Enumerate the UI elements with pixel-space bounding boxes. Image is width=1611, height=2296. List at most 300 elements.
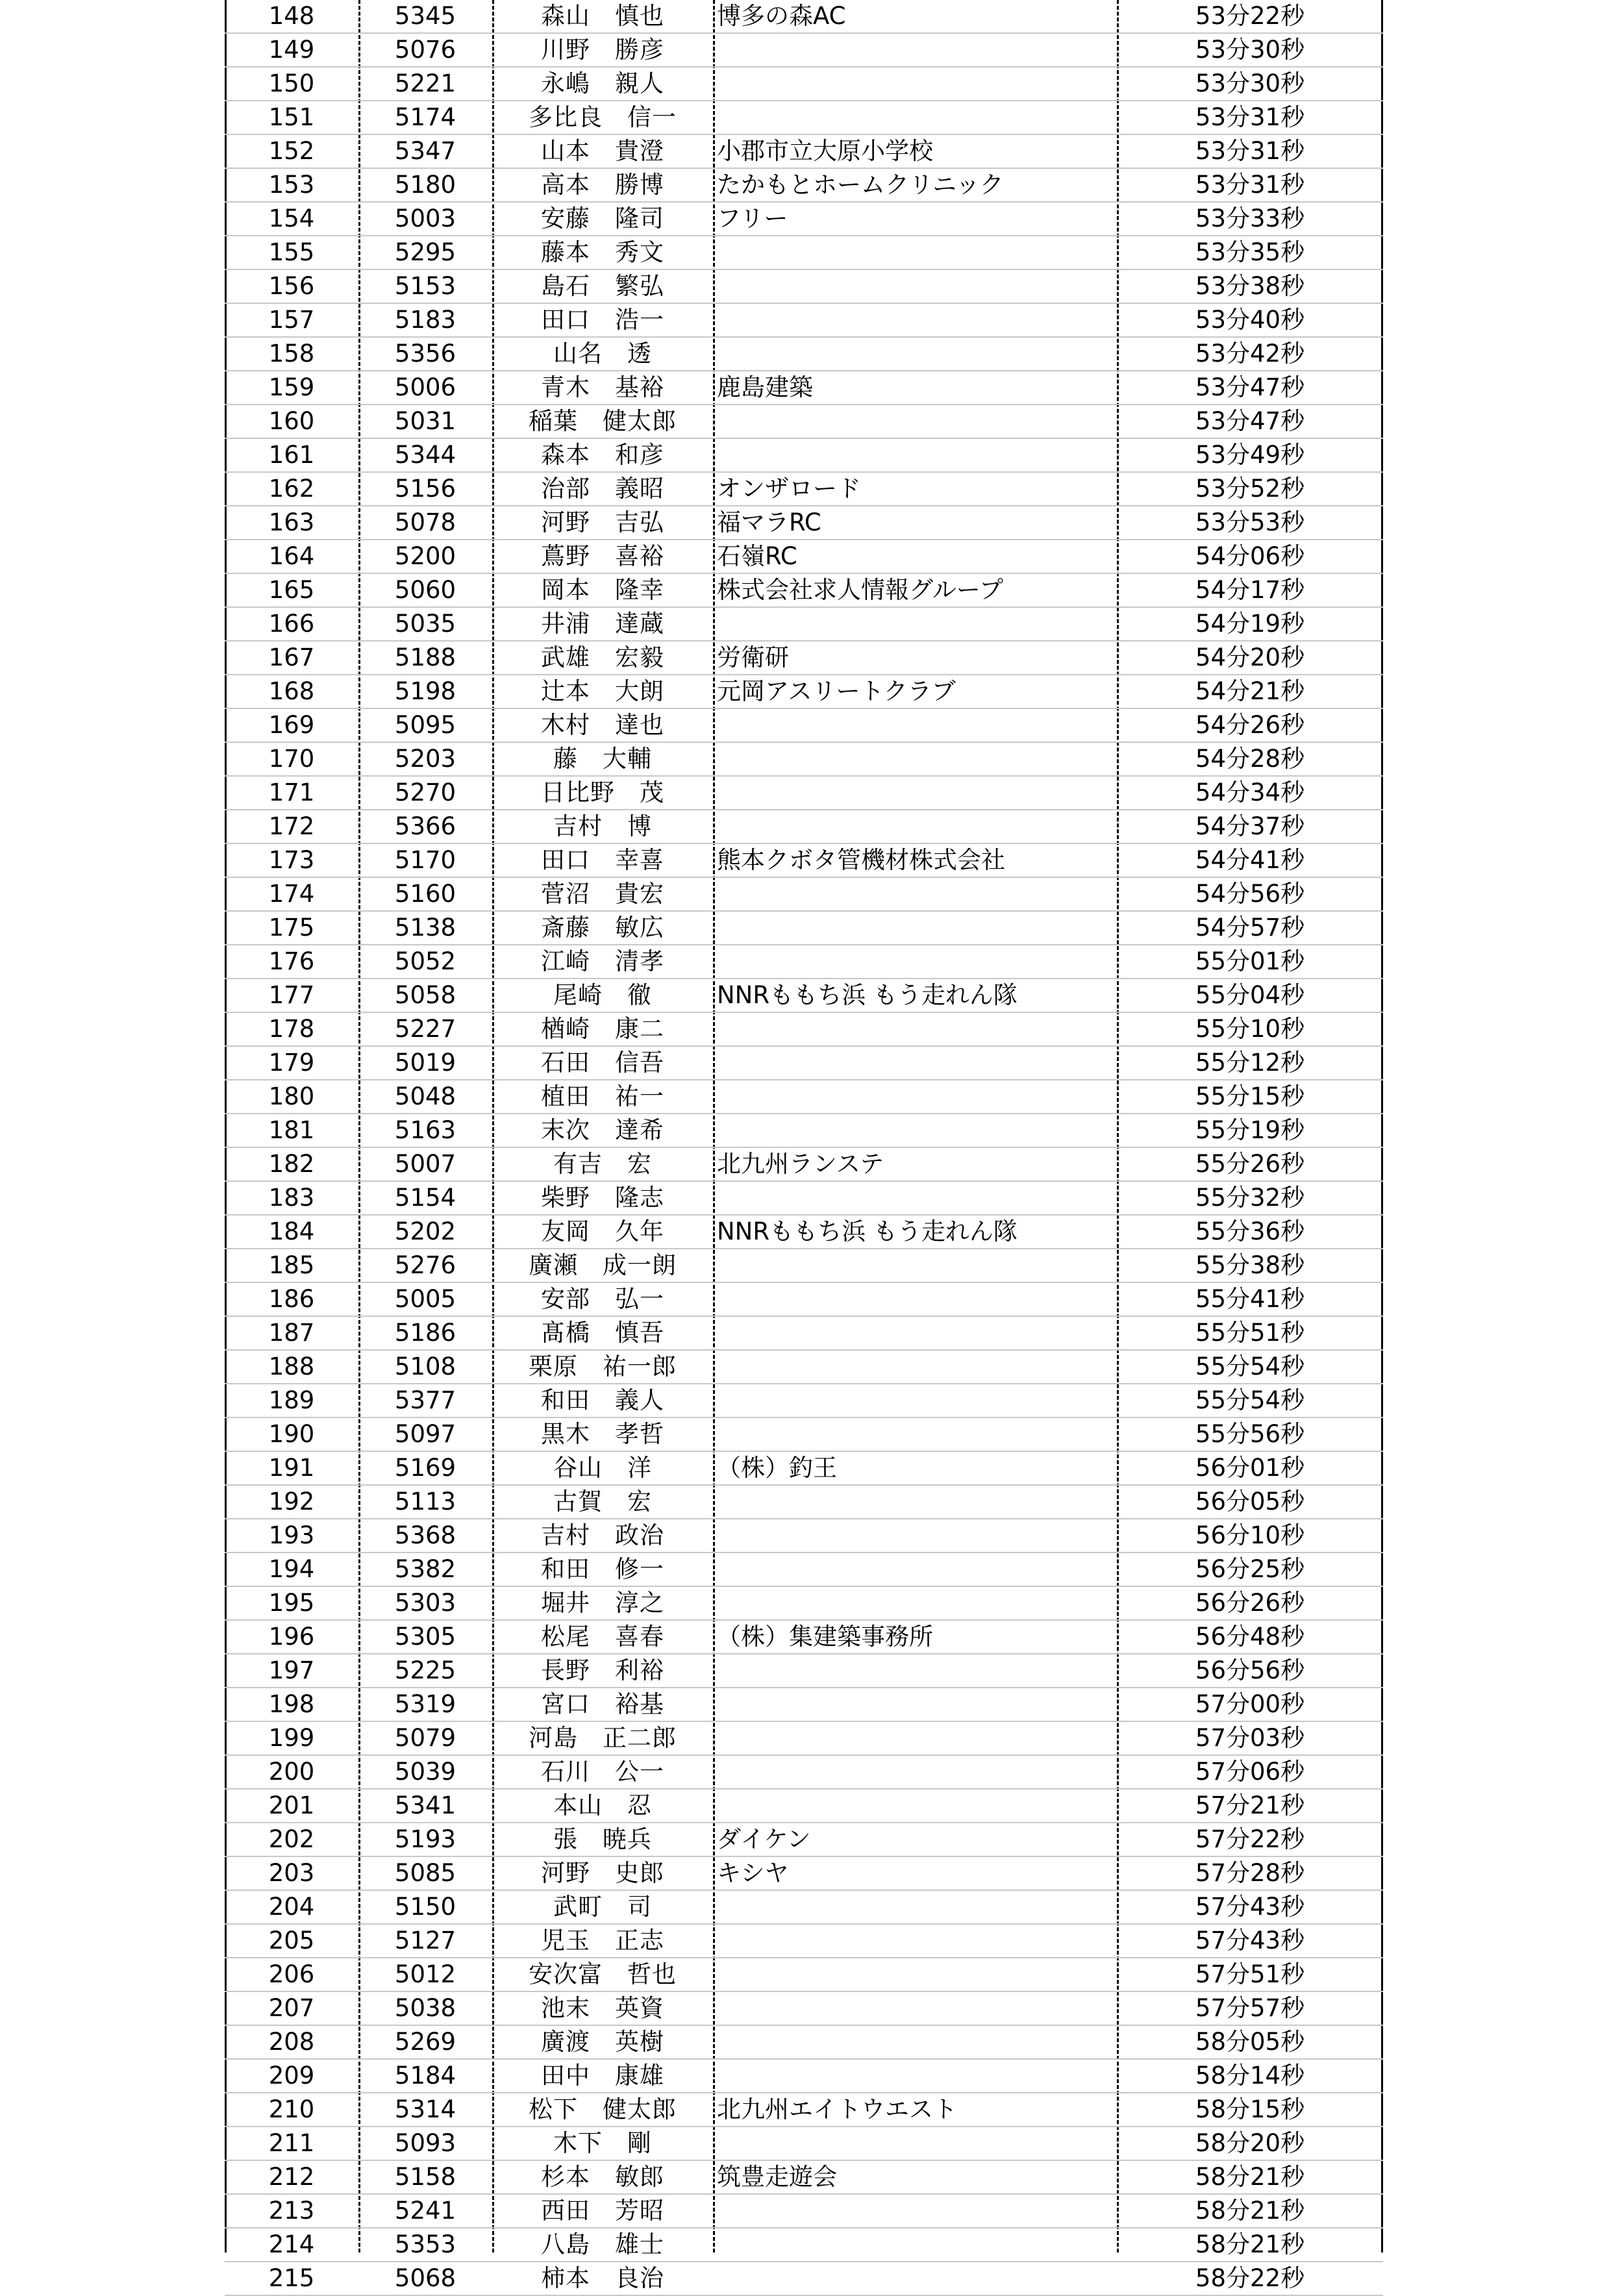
name-cell: 安藤 隆司 bbox=[492, 202, 713, 236]
name-cell: 島石 繁弘 bbox=[492, 269, 713, 303]
rank-cell: 206 bbox=[225, 1958, 358, 1991]
name-cell: 藤 大輔 bbox=[492, 742, 713, 776]
rank-cell: 192 bbox=[225, 1485, 358, 1519]
name-cell: 河野 吉弘 bbox=[492, 506, 713, 540]
bib-cell: 5188 bbox=[358, 641, 492, 675]
team-cell bbox=[713, 1991, 1117, 2025]
name-cell: 吉村 博 bbox=[492, 810, 713, 843]
table-row bbox=[225, 168, 1383, 202]
bib-cell: 5138 bbox=[358, 911, 492, 945]
table-row bbox=[225, 1856, 1383, 1890]
rank-cell: 199 bbox=[225, 1721, 358, 1755]
name-cell: 堀井 淳之 bbox=[492, 1586, 713, 1620]
name-cell: 末次 達希 bbox=[492, 1114, 713, 1147]
bib-cell: 5368 bbox=[358, 1519, 492, 1553]
rank-cell: 155 bbox=[225, 236, 358, 269]
team-cell: たかもとホームクリニック bbox=[713, 168, 1117, 202]
bib-cell: 5039 bbox=[358, 1755, 492, 1789]
time-cell: 58分22秒 bbox=[1117, 2262, 1383, 2295]
name-cell: 辻本 大朗 bbox=[492, 675, 713, 708]
rank-cell: 179 bbox=[225, 1046, 358, 1080]
time-cell: 58分21秒 bbox=[1117, 2194, 1383, 2228]
results-body bbox=[225, 0, 1383, 2295]
time-cell: 58分14秒 bbox=[1117, 2059, 1383, 2093]
table-row bbox=[225, 1384, 1383, 1417]
table-row bbox=[225, 1215, 1383, 1249]
table-row bbox=[225, 1553, 1383, 1586]
rank-cell: 200 bbox=[225, 1755, 358, 1789]
bib-cell: 5031 bbox=[358, 405, 492, 438]
rank-cell: 166 bbox=[225, 607, 358, 641]
rank-cell: 167 bbox=[225, 641, 358, 675]
rank-cell: 153 bbox=[225, 168, 358, 202]
rank-cell: 201 bbox=[225, 1789, 358, 1823]
team-cell bbox=[713, 1688, 1117, 1721]
rank-cell: 161 bbox=[225, 438, 358, 472]
rank-cell: 176 bbox=[225, 945, 358, 979]
table-row bbox=[225, 1991, 1383, 2025]
name-cell: 田中 康雄 bbox=[492, 2059, 713, 2093]
team-cell: 北九州エイトウエスト bbox=[713, 2093, 1117, 2127]
bib-cell: 5377 bbox=[358, 1384, 492, 1417]
rank-cell: 214 bbox=[225, 2228, 358, 2262]
team-cell: NNRももち浜 もう走れん隊 bbox=[713, 979, 1117, 1012]
rank-cell: 174 bbox=[225, 877, 358, 911]
team-cell bbox=[713, 1417, 1117, 1451]
team-cell: 博多の森AC bbox=[713, 0, 1117, 33]
rank-cell: 148 bbox=[225, 0, 358, 33]
time-cell: 55分54秒 bbox=[1117, 1350, 1383, 1384]
time-cell: 57分28秒 bbox=[1117, 1856, 1383, 1890]
bib-cell: 5170 bbox=[358, 843, 492, 877]
bib-cell: 5169 bbox=[358, 1451, 492, 1485]
team-cell: 北九州ランステ bbox=[713, 1147, 1117, 1181]
team-cell bbox=[713, 776, 1117, 810]
time-cell: 55分10秒 bbox=[1117, 1012, 1383, 1046]
bib-cell: 5158 bbox=[358, 2160, 492, 2194]
name-cell: 蔦野 喜裕 bbox=[492, 540, 713, 573]
time-cell: 55分41秒 bbox=[1117, 1282, 1383, 1316]
table-row bbox=[225, 0, 1383, 33]
time-cell: 57分06秒 bbox=[1117, 1755, 1383, 1789]
table-row bbox=[225, 1654, 1383, 1688]
table-row bbox=[225, 202, 1383, 236]
rank-cell: 189 bbox=[225, 1384, 358, 1417]
table-row bbox=[225, 1721, 1383, 1755]
time-cell: 55分54秒 bbox=[1117, 1384, 1383, 1417]
time-cell: 56分26秒 bbox=[1117, 1586, 1383, 1620]
table-row bbox=[225, 1958, 1383, 1991]
time-cell: 55分32秒 bbox=[1117, 1181, 1383, 1215]
team-cell bbox=[713, 1384, 1117, 1417]
bib-cell: 5366 bbox=[358, 810, 492, 843]
rank-cell: 195 bbox=[225, 1586, 358, 1620]
rank-cell: 210 bbox=[225, 2093, 358, 2127]
table-row bbox=[225, 675, 1383, 708]
time-cell: 55分51秒 bbox=[1117, 1316, 1383, 1350]
bib-cell: 5012 bbox=[358, 1958, 492, 1991]
name-cell: 本山 忍 bbox=[492, 1789, 713, 1823]
table-row bbox=[225, 1114, 1383, 1147]
name-cell: 張 暁兵 bbox=[492, 1823, 713, 1856]
time-cell: 54分17秒 bbox=[1117, 573, 1383, 607]
time-cell: 57分43秒 bbox=[1117, 1890, 1383, 1924]
name-cell: 廣瀬 成一朗 bbox=[492, 1249, 713, 1282]
rank-cell: 151 bbox=[225, 101, 358, 134]
bib-cell: 5225 bbox=[358, 1654, 492, 1688]
table-row bbox=[225, 2262, 1383, 2295]
bib-cell: 5174 bbox=[358, 101, 492, 134]
name-cell: 廣渡 英樹 bbox=[492, 2025, 713, 2059]
time-cell: 57分51秒 bbox=[1117, 1958, 1383, 1991]
time-cell: 54分56秒 bbox=[1117, 877, 1383, 911]
team-cell bbox=[713, 1350, 1117, 1384]
bib-cell: 5085 bbox=[358, 1856, 492, 1890]
team-cell: 元岡アスリートクラブ bbox=[713, 675, 1117, 708]
table-row bbox=[225, 101, 1383, 134]
name-cell: 井浦 達蔵 bbox=[492, 607, 713, 641]
name-cell: 木下 剛 bbox=[492, 2127, 713, 2160]
time-cell: 57分03秒 bbox=[1117, 1721, 1383, 1755]
table-row bbox=[225, 945, 1383, 979]
rank-cell: 203 bbox=[225, 1856, 358, 1890]
team-cell bbox=[713, 1249, 1117, 1282]
team-cell bbox=[713, 1080, 1117, 1114]
time-cell: 54分06秒 bbox=[1117, 540, 1383, 573]
rank-cell: 172 bbox=[225, 810, 358, 843]
rank-cell: 171 bbox=[225, 776, 358, 810]
bib-cell: 5295 bbox=[358, 236, 492, 269]
name-cell: 有吉 宏 bbox=[492, 1147, 713, 1181]
bib-cell: 5305 bbox=[358, 1620, 492, 1654]
time-cell: 53分30秒 bbox=[1117, 67, 1383, 101]
bib-cell: 5060 bbox=[358, 573, 492, 607]
table-row bbox=[225, 67, 1383, 101]
rank-cell: 149 bbox=[225, 33, 358, 67]
time-cell: 55分01秒 bbox=[1117, 945, 1383, 979]
bib-cell: 5163 bbox=[358, 1114, 492, 1147]
name-cell: 植田 祐一 bbox=[492, 1080, 713, 1114]
team-cell: フリー bbox=[713, 202, 1117, 236]
team-cell bbox=[713, 269, 1117, 303]
rank-cell: 164 bbox=[225, 540, 358, 573]
bib-cell: 5150 bbox=[358, 1890, 492, 1924]
bib-cell: 5221 bbox=[358, 67, 492, 101]
name-cell: 多比良 信一 bbox=[492, 101, 713, 134]
bib-cell: 5202 bbox=[358, 1215, 492, 1249]
rank-cell: 183 bbox=[225, 1181, 358, 1215]
team-cell bbox=[713, 1519, 1117, 1553]
time-cell: 53分35秒 bbox=[1117, 236, 1383, 269]
time-cell: 55分12秒 bbox=[1117, 1046, 1383, 1080]
team-cell: 筑豊走遊会 bbox=[713, 2160, 1117, 2194]
name-cell: 稲葉 健太郎 bbox=[492, 405, 713, 438]
rank-cell: 194 bbox=[225, 1553, 358, 1586]
table-row bbox=[225, 438, 1383, 472]
bib-cell: 5019 bbox=[358, 1046, 492, 1080]
name-cell: 楢崎 康二 bbox=[492, 1012, 713, 1046]
bib-cell: 5356 bbox=[358, 337, 492, 371]
team-cell bbox=[713, 1046, 1117, 1080]
team-cell bbox=[713, 1890, 1117, 1924]
rank-cell: 204 bbox=[225, 1890, 358, 1924]
name-cell: 菅沼 貴宏 bbox=[492, 877, 713, 911]
rank-cell: 184 bbox=[225, 1215, 358, 1249]
team-cell: ダイケン bbox=[713, 1823, 1117, 1856]
name-cell: 石田 信吾 bbox=[492, 1046, 713, 1080]
team-cell bbox=[713, 2025, 1117, 2059]
bib-cell: 5382 bbox=[358, 1553, 492, 1586]
rank-cell: 202 bbox=[225, 1823, 358, 1856]
rank-cell: 180 bbox=[225, 1080, 358, 1114]
bib-cell: 5341 bbox=[358, 1789, 492, 1823]
bib-cell: 5347 bbox=[358, 134, 492, 168]
bib-cell: 5269 bbox=[358, 2025, 492, 2059]
time-cell: 53分33秒 bbox=[1117, 202, 1383, 236]
time-cell: 56分10秒 bbox=[1117, 1519, 1383, 1553]
bib-cell: 5079 bbox=[358, 1721, 492, 1755]
team-cell bbox=[713, 1654, 1117, 1688]
name-cell: 岡本 隆幸 bbox=[492, 573, 713, 607]
table-row bbox=[225, 742, 1383, 776]
time-cell: 54分21秒 bbox=[1117, 675, 1383, 708]
table-row bbox=[225, 1316, 1383, 1350]
rank-cell: 156 bbox=[225, 269, 358, 303]
rank-cell: 159 bbox=[225, 371, 358, 405]
bib-cell: 5048 bbox=[358, 1080, 492, 1114]
name-cell: 山本 貴澄 bbox=[492, 134, 713, 168]
name-cell: 松尾 喜春 bbox=[492, 1620, 713, 1654]
table-row bbox=[225, 2059, 1383, 2093]
rank-cell: 196 bbox=[225, 1620, 358, 1654]
bib-cell: 5052 bbox=[358, 945, 492, 979]
name-cell: 友岡 久年 bbox=[492, 1215, 713, 1249]
team-cell bbox=[713, 2262, 1117, 2295]
name-cell: 森山 慎也 bbox=[492, 0, 713, 33]
time-cell: 55分36秒 bbox=[1117, 1215, 1383, 1249]
time-cell: 53分31秒 bbox=[1117, 168, 1383, 202]
rank-cell: 169 bbox=[225, 708, 358, 742]
name-cell: 田口 幸喜 bbox=[492, 843, 713, 877]
time-cell: 53分30秒 bbox=[1117, 33, 1383, 67]
table-row bbox=[225, 2194, 1383, 2228]
team-cell bbox=[713, 1789, 1117, 1823]
team-cell: NNRももち浜 もう走れん隊 bbox=[713, 1215, 1117, 1249]
time-cell: 54分20秒 bbox=[1117, 641, 1383, 675]
name-cell: 古賀 宏 bbox=[492, 1485, 713, 1519]
name-cell: 杉本 敏郎 bbox=[492, 2160, 713, 2194]
name-cell: 八島 雄士 bbox=[492, 2228, 713, 2262]
name-cell: 宮口 裕基 bbox=[492, 1688, 713, 1721]
name-cell: 武町 司 bbox=[492, 1890, 713, 1924]
bib-cell: 5183 bbox=[358, 303, 492, 337]
time-cell: 55分19秒 bbox=[1117, 1114, 1383, 1147]
table-row bbox=[225, 1688, 1383, 1721]
table-row bbox=[225, 1080, 1383, 1114]
time-cell: 54分26秒 bbox=[1117, 708, 1383, 742]
team-cell: （株）集建築事務所 bbox=[713, 1620, 1117, 1654]
team-cell bbox=[713, 101, 1117, 134]
table-row bbox=[225, 776, 1383, 810]
name-cell: 髙橋 慎吾 bbox=[492, 1316, 713, 1350]
table-row bbox=[225, 236, 1383, 269]
team-cell bbox=[713, 1114, 1117, 1147]
rank-cell: 211 bbox=[225, 2127, 358, 2160]
bib-cell: 5108 bbox=[358, 1350, 492, 1384]
rank-cell: 185 bbox=[225, 1249, 358, 1282]
name-cell: 河野 史郎 bbox=[492, 1856, 713, 1890]
table-row bbox=[225, 134, 1383, 168]
bib-cell: 5006 bbox=[358, 371, 492, 405]
name-cell: 日比野 茂 bbox=[492, 776, 713, 810]
name-cell: 斎藤 敏広 bbox=[492, 911, 713, 945]
table-row bbox=[225, 979, 1383, 1012]
name-cell: 和田 義人 bbox=[492, 1384, 713, 1417]
team-cell: 株式会社求人情報グループ bbox=[713, 573, 1117, 607]
rank-cell: 182 bbox=[225, 1147, 358, 1181]
table-row bbox=[225, 1620, 1383, 1654]
rank-cell: 213 bbox=[225, 2194, 358, 2228]
table-row bbox=[225, 1012, 1383, 1046]
rank-cell: 198 bbox=[225, 1688, 358, 1721]
team-cell bbox=[713, 1755, 1117, 1789]
bib-cell: 5203 bbox=[358, 742, 492, 776]
name-cell: 高本 勝博 bbox=[492, 168, 713, 202]
team-cell bbox=[713, 2194, 1117, 2228]
rank-cell: 190 bbox=[225, 1417, 358, 1451]
bib-cell: 5076 bbox=[358, 33, 492, 67]
table-row bbox=[225, 472, 1383, 506]
team-cell: （株）釣王 bbox=[713, 1451, 1117, 1485]
time-cell: 58分20秒 bbox=[1117, 2127, 1383, 2160]
rank-cell: 160 bbox=[225, 405, 358, 438]
team-cell bbox=[713, 1316, 1117, 1350]
time-cell: 57分57秒 bbox=[1117, 1991, 1383, 2025]
time-cell: 57分00秒 bbox=[1117, 1688, 1383, 1721]
rank-cell: 188 bbox=[225, 1350, 358, 1384]
name-cell: 青木 基裕 bbox=[492, 371, 713, 405]
time-cell: 55分56秒 bbox=[1117, 1417, 1383, 1451]
table-row bbox=[225, 911, 1383, 945]
bib-cell: 5127 bbox=[358, 1924, 492, 1958]
table-row bbox=[225, 810, 1383, 843]
time-cell: 54分37秒 bbox=[1117, 810, 1383, 843]
time-cell: 54分57秒 bbox=[1117, 911, 1383, 945]
bib-cell: 5095 bbox=[358, 708, 492, 742]
team-cell: 石嶺RC bbox=[713, 540, 1117, 573]
team-cell bbox=[713, 337, 1117, 371]
table-row bbox=[225, 405, 1383, 438]
time-cell: 54分41秒 bbox=[1117, 843, 1383, 877]
time-cell: 53分47秒 bbox=[1117, 405, 1383, 438]
bib-cell: 5068 bbox=[358, 2262, 492, 2295]
rank-cell: 205 bbox=[225, 1924, 358, 1958]
rank-cell: 212 bbox=[225, 2160, 358, 2194]
name-cell: 和田 修一 bbox=[492, 1553, 713, 1586]
team-cell: オンザロード bbox=[713, 472, 1117, 506]
name-cell: 池末 英資 bbox=[492, 1991, 713, 2025]
name-cell: 武雄 宏毅 bbox=[492, 641, 713, 675]
name-cell: 森本 和彦 bbox=[492, 438, 713, 472]
time-cell: 53分47秒 bbox=[1117, 371, 1383, 405]
bib-cell: 5184 bbox=[358, 2059, 492, 2093]
team-cell bbox=[713, 236, 1117, 269]
bib-cell: 5160 bbox=[358, 877, 492, 911]
time-cell: 58分21秒 bbox=[1117, 2228, 1383, 2262]
table-row bbox=[225, 1181, 1383, 1215]
time-cell: 53分40秒 bbox=[1117, 303, 1383, 337]
team-cell bbox=[713, 1012, 1117, 1046]
time-cell: 53分52秒 bbox=[1117, 472, 1383, 506]
name-cell: 児玉 正志 bbox=[492, 1924, 713, 1958]
time-cell: 53分49秒 bbox=[1117, 438, 1383, 472]
table-row bbox=[225, 843, 1383, 877]
bib-cell: 5078 bbox=[358, 506, 492, 540]
table-row bbox=[225, 371, 1383, 405]
rank-cell: 163 bbox=[225, 506, 358, 540]
time-cell: 53分53秒 bbox=[1117, 506, 1383, 540]
name-cell: 柴野 隆志 bbox=[492, 1181, 713, 1215]
name-cell: 長野 利裕 bbox=[492, 1654, 713, 1688]
team-cell bbox=[713, 2059, 1117, 2093]
name-cell: 吉村 政治 bbox=[492, 1519, 713, 1553]
rank-cell: 177 bbox=[225, 979, 358, 1012]
team-cell bbox=[713, 742, 1117, 776]
table-row bbox=[225, 877, 1383, 911]
bib-cell: 5097 bbox=[358, 1417, 492, 1451]
table-row bbox=[225, 269, 1383, 303]
table-row bbox=[225, 1586, 1383, 1620]
results-sheet bbox=[225, 0, 1383, 2296]
bib-cell: 5005 bbox=[358, 1282, 492, 1316]
bib-cell: 5353 bbox=[358, 2228, 492, 2262]
name-cell: 山名 透 bbox=[492, 337, 713, 371]
bib-cell: 5198 bbox=[358, 675, 492, 708]
team-cell bbox=[713, 911, 1117, 945]
name-cell: 藤本 秀文 bbox=[492, 236, 713, 269]
time-cell: 56分25秒 bbox=[1117, 1553, 1383, 1586]
time-cell: 55分15秒 bbox=[1117, 1080, 1383, 1114]
results-table bbox=[225, 0, 1383, 2296]
rank-cell: 154 bbox=[225, 202, 358, 236]
name-cell: 河島 正二郎 bbox=[492, 1721, 713, 1755]
name-cell: 黒木 孝哲 bbox=[492, 1417, 713, 1451]
time-cell: 53分22秒 bbox=[1117, 0, 1383, 33]
time-cell: 53分42秒 bbox=[1117, 337, 1383, 371]
time-cell: 55分04秒 bbox=[1117, 979, 1383, 1012]
name-cell: 安次富 哲也 bbox=[492, 1958, 713, 1991]
table-row bbox=[225, 1417, 1383, 1451]
table-row bbox=[225, 1282, 1383, 1316]
table-row bbox=[225, 1789, 1383, 1823]
table-row bbox=[225, 1890, 1383, 1924]
bib-cell: 5303 bbox=[358, 1586, 492, 1620]
bib-cell: 5314 bbox=[358, 2093, 492, 2127]
rank-cell: 170 bbox=[225, 742, 358, 776]
team-cell bbox=[713, 810, 1117, 843]
team-cell: 労衛研 bbox=[713, 641, 1117, 675]
bib-cell: 5007 bbox=[358, 1147, 492, 1181]
name-cell: 木村 達也 bbox=[492, 708, 713, 742]
bib-cell: 5113 bbox=[358, 1485, 492, 1519]
time-cell: 53分38秒 bbox=[1117, 269, 1383, 303]
rank-cell: 207 bbox=[225, 1991, 358, 2025]
team-cell bbox=[713, 1586, 1117, 1620]
table-row bbox=[225, 1350, 1383, 1384]
time-cell: 58分05秒 bbox=[1117, 2025, 1383, 2059]
name-cell: 安部 弘一 bbox=[492, 1282, 713, 1316]
team-cell: 福マラRC bbox=[713, 506, 1117, 540]
